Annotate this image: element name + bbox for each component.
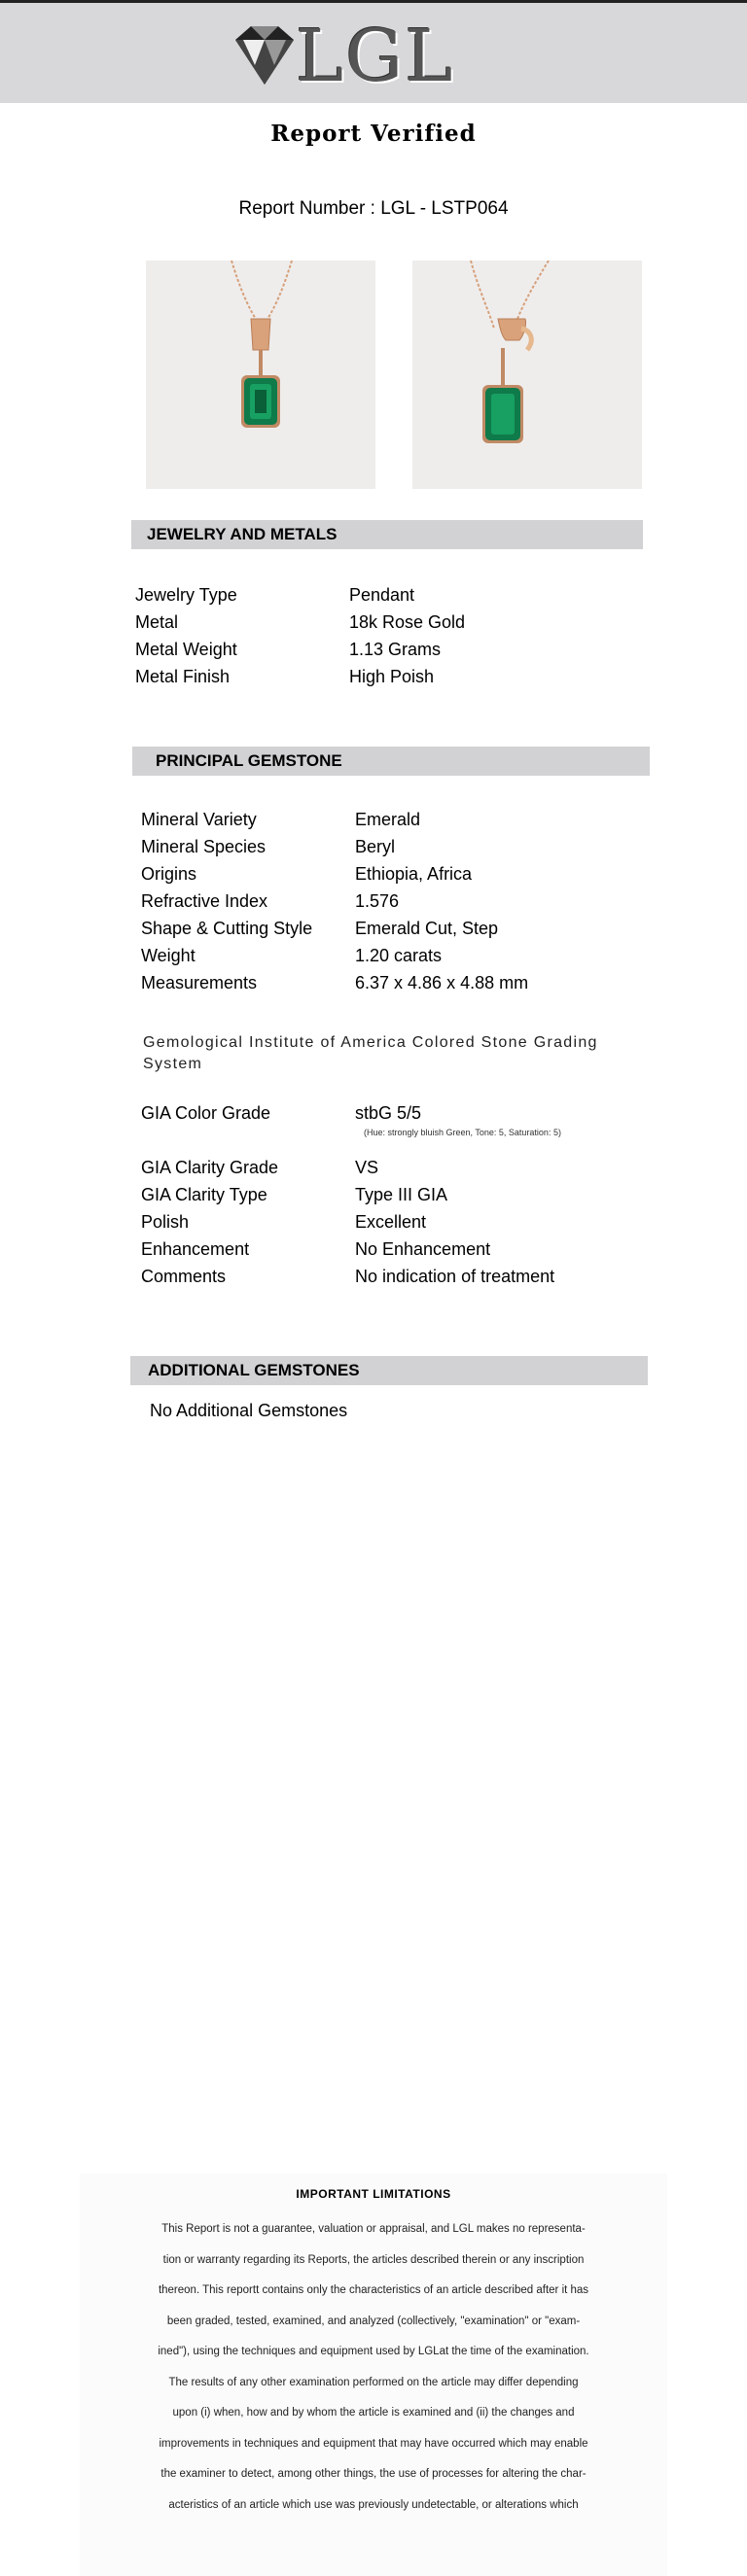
limitations-text [105,2214,642,2521]
jewelry-details [135,581,465,690]
section-additional-gemstones: ADDITIONAL GEMSTONES [130,1356,648,1385]
limitations-line: ined"), using the techniques and equipment used by LGLat the time of the examination. [158,2346,589,2357]
detail-value: Emerald [355,810,421,829]
detail-label: GIA Clarity Grade [141,1158,279,1177]
detail-row [135,581,465,609]
detail-label: Mineral Variety [141,810,257,829]
pendant-photo-side [412,261,642,489]
detail-row [135,663,465,690]
detail-row [141,860,528,888]
limitations-heading: IMPORTANT LIMITATIONS [296,2187,451,2201]
pendant-photo-front [146,261,375,489]
detail-value: Beryl [355,837,396,856]
detail-row [141,1154,554,1181]
detail-label: Comments [141,1267,227,1286]
detail-value: 1.576 [355,891,400,911]
detail-value: 1.13 Grams [349,640,442,659]
gia-grading-system-title: Gemological Institute of America Colored Stone Grading System [143,1034,598,1072]
detail-value: Pendant [349,585,415,605]
color-grade-note: (Hue: strongly bluish Green, Tone: 5, Saturation: 5) [364,1128,561,1137]
important-limitations [80,2174,667,2576]
detail-label: Enhancement [141,1239,250,1259]
detail-row [141,888,528,915]
detail-label: Refractive Index [141,891,268,911]
limitations-line: thereon. This reportt contains only the characteristics of an article described after it has [158,2284,589,2296]
grade-details [141,1154,554,1290]
detail-value: No indication of treatment [355,1267,555,1286]
detail-value: Emerald Cut, Step [355,919,499,938]
detail-label: Weight [141,946,196,965]
limitations-line: upon (i) when, how and by whom the article is examined and (ii) the changes and [172,2407,575,2419]
limitations-line: been graded, tested, examined, and analyzed (collectively, "examination" or "exam- [166,2315,581,2327]
detail-value: Excellent [355,1212,427,1232]
detail-value: High Poish [349,667,435,686]
detail-value: stbG 5/5 [355,1103,422,1123]
limitations-line: The results of any other examination performed on the article may differ depending [168,2376,579,2388]
page-title: Report Verified [270,121,477,147]
diamond-icon [226,22,303,90]
section-jewelry-metals: JEWELRY AND METALS [131,520,643,549]
detail-label: Origins [141,864,197,884]
detail-row [141,1208,554,1236]
section-principal-gemstone: PRINCIPAL GEMSTONE [132,747,650,776]
detail-row [135,636,465,663]
detail-label: GIA Color Grade [141,1103,271,1123]
detail-value: VS [355,1158,379,1177]
gemstone-details [141,806,528,996]
detail-value: Type III GIA [355,1185,448,1204]
detail-label: Polish [141,1212,190,1232]
detail-row [141,833,528,860]
detail-row [141,806,528,833]
lgl-logo [226,15,479,98]
limitations-line: improvements in techniques and equipment that may have occurred which may enable [159,2437,588,2450]
detail-row [141,1263,554,1290]
additional-gemstones-text: No Additional Gemstones [150,1401,348,1420]
detail-label: Metal Finish [135,667,231,686]
limitations-line: This Report is not a guarantee, valuation or appraisal, and LGL makes no representa- [161,2223,586,2235]
detail-label: Jewelry Type [135,585,237,605]
report-number: Report Number : LGL - LSTP064 [238,198,509,219]
header-bar [0,0,747,103]
detail-value: 18k Rose Gold [349,612,466,632]
detail-label: Mineral Species [141,837,267,856]
detail-label: Metal Weight [135,640,237,659]
detail-value: 1.20 carats [355,946,443,965]
detail-value: Ethiopia, Africa [355,864,473,884]
limitations-line: tion or warranty regarding its Reports, the articles described therein or any inscription [162,2253,585,2266]
detail-label: Measurements [141,973,258,992]
detail-row [141,1236,554,1263]
detail-value: No Enhancement [355,1239,491,1259]
detail-row [141,942,528,969]
detail-value: 6.37 x 4.86 x 4.88 mm [355,973,529,992]
detail-row [141,1099,421,1127]
detail-row [135,609,465,636]
logo-text: LGL [296,15,455,98]
detail-label: Metal [135,612,179,632]
color-grade-row [141,1099,421,1127]
detail-label: GIA Clarity Type [141,1185,267,1204]
limitations-line: acteristics of an article which use was previously undetectable, or alterations which [168,2498,579,2511]
detail-row [141,1181,554,1208]
detail-row [141,969,528,996]
detail-row [141,915,528,942]
detail-label: Shape & Cutting Style [141,919,313,938]
limitations-line: the examiner to detect, among other things, the use of processes for altering the char- [160,2468,587,2480]
